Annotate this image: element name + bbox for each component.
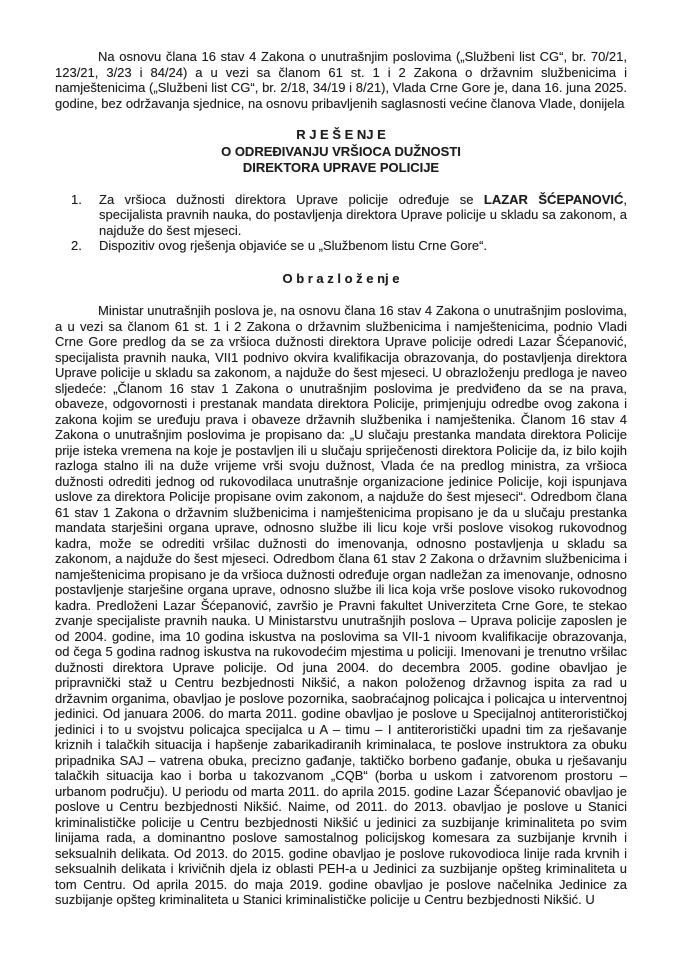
explanation-paragraph: Ministar unutrašnjih poslova je, na osnovu člana 16 stav 4 Zakona o unutrašnjim poslovima, a u vezi sa članom 61 st. 1 i 2 Zakona o državnim službenicima i namještenicima, podnio Vladi Crne Gore predlog da se za vršioca dužnosti direktora Uprave policije odredi Lazar Šćepanović, specijalista pravnih nauka, VII1 podnivo okvira kvalifikacija obrazovanja, do postavljenja direktora Uprave policije u skladu sa zakonom, a najduže do šest mjeseci. U obrazloženju predloga je naveo sljedeće: „Članom 16 stav 1 Zakona o unutrašnjim poslovima je predviđeno da se na prava, obaveze, odgovornosti i prestanak mandata direktora Policije, primjenjuju odredbe ovog zakona i zakona kojim se uređuju prava i obaveze državnih službenika i namještenika. Članom 16 stav 4 Zakona o unutrašnjim poslovima je propisano da: „U slučaju prestanka mandata direktora Policije prije isteka vremena na koje je postavljen ili u slučaju spriječenosti direktora Policije da, iz bilo kojih razloga stalno ili na duže vrijeme vrši svoju dužnost, Vlada će na predlog ministra, za vršioca dužnosti odrediti jednog od rukovodilaca unutrašnje organizacione jedinice Policije, koji ispunjava uslove za direktora Policije propisane ovim zakonom, a najduže do šest mjeseci“. Odredbom člana 61 stav 1 Zakona o državnim službenicima i namještenicima propisano je da u slučaju prestanka mandata starješini organa uprave, odnosno službe ili licu koje vrši poslove visokog rukovodnog kadra, može se odrediti vršilac dužnosti do imenovanja, odnosno postavljenja u skladu sa zakonom, a najduže do šest mjeseci. Odredbom člana 61 stav 2 Zakona o državnim službenicima i namještenicima propisano je da vršioca dužnosti određuje organ nadležan za imenovanje, odnosno postavljenje starješine organa uprave, odnosno službe ili lica koja vrše poslove visoko rukovodnog kadra. Predloženi Lazar Šćepanović, završio je Pravni fakultet Univerziteta Crne Gore, te stekao zvanje specijaliste pravnih nauka. U Ministarstvu unutrašnjih poslova – Uprava policije zaposlen je od 2004. godine, ima 10 godina iskustva na poslovima sa VII-1 nivoom kvalifikacije obrazovanja, od čega 5 godina radnog iskustva na rukovodećim mjestima u policiji. Imenovani je trenutno vršilac dužnosti direktora Uprave policije. Od juna 2004. do decembra 2005. godine obavljao je pripravnički staž u Centru bezbjednosti Nikšić, a nakon položenog državnog ispita za rad u državnim organima, obavljao je poslove pozornika, saobraćajnog policajca i policajca u interventnoj jedinici. Od januara 2006. do marta 2011. godine obavljao je poslove u Specijalnoj antiterorističkoj jedinici i to u svojstvu policajca specijalca u A – timu – I antiteroristički upadni tim za rješavanje kriznih i talačkih situacija i hapšenje zabarikadiranih kriminalaca, te poslove instruktora za obuku pripadnika SAJ – vatrena obuka, precizno gađanje, taktičko borbeno gađanje, obuka u rješavanju talačkih situacija kao i borba u takozvanom „CQB“ (borba u uskom i zatvorenom prostoru – urbanom području). U periodu od marta 2011. do aprila 2015. godine Lazar Šćepanović obavljao je poslove u Centru bezbjednosti Nikšić. Naime, od 2011. do 2013. obavljao je poslove u Stanici kriminalističke policije u Centru bezbjednosti Nikšić u jedinici za suzbijanje kriminaliteta po svim linijama rada, a dominantno poslove samostalnog policijskog komesara za suzbijanje krvnih i seksualnih delikata. Od 2013. do 2015. godine obavljao je poslove rukovodioca linije rada krvnih i seksualnih delikata i krivičnih djela iz oblasti PEH-a u Jedinici za suzbijanje opšteg kriminaliteta u tom Centru. Od aprila 2015. do maja 2019. godine obavljao je poslove načelnika Jedinice za suzbijanje opšteg kriminaliteta u Stanici kriminalističke policije u Centru bezbjednosti Nikšić. U — [55, 303, 627, 907]
item1-text-before: Za vršioca dužnosti direktora Uprave policije određuje se — [99, 191, 484, 207]
list-item-2-text: Dispozitiv ovog rješenja objaviće se u „Službenom listu Crne Gore“. — [99, 238, 488, 253]
decision-title-line2: O ODREĐIVANJU VRŠIOCA DUŽNOSTI — [221, 143, 461, 159]
list-item-1-text — [99, 192, 627, 239]
decision-title — [55, 127, 627, 177]
list-item-1-number: 1. — [71, 191, 82, 207]
explanation-heading: O b r a z l o ž e nj e — [282, 270, 400, 286]
intro-paragraph: Na osnovu člana 16 stav 4 Zakona o unutrašnjim poslovima („Službeni list CG“, br. 70/21, 123/21, 3/23 i 84/24) a u vezi sa članom 61 st. 1 i 2 Zakona o državnim službenicima i namještenicima („Službeni list CG“, br. 2/18, 34/19 i 8/21), Vlada Crne Gore je, dana 16. juna 2025. godine, bez održavanja sjednice, na osnovu pribavljenih saglasnosti većine članova Vlade, donijela — [55, 49, 627, 111]
list-item-2 — [55, 238, 627, 254]
decision-title-line3: DIREKTORA UPRAVE POLICIJE — [242, 160, 440, 175]
decision-title-line1: R J E Š E NJ E — [296, 127, 386, 142]
item1-appointee-name: LAZAR ŠĆEPANOVIĆ — [483, 191, 624, 207]
list-item-1 — [55, 192, 627, 239]
decision-items — [55, 192, 627, 254]
item1-text-after: , specijalista pravnih nauka, do postavljenja direktora Uprave policije u skladu sa zakonom, a najduže do šest mjeseci. — [99, 191, 628, 238]
list-item-2-number: 2. — [71, 238, 82, 253]
